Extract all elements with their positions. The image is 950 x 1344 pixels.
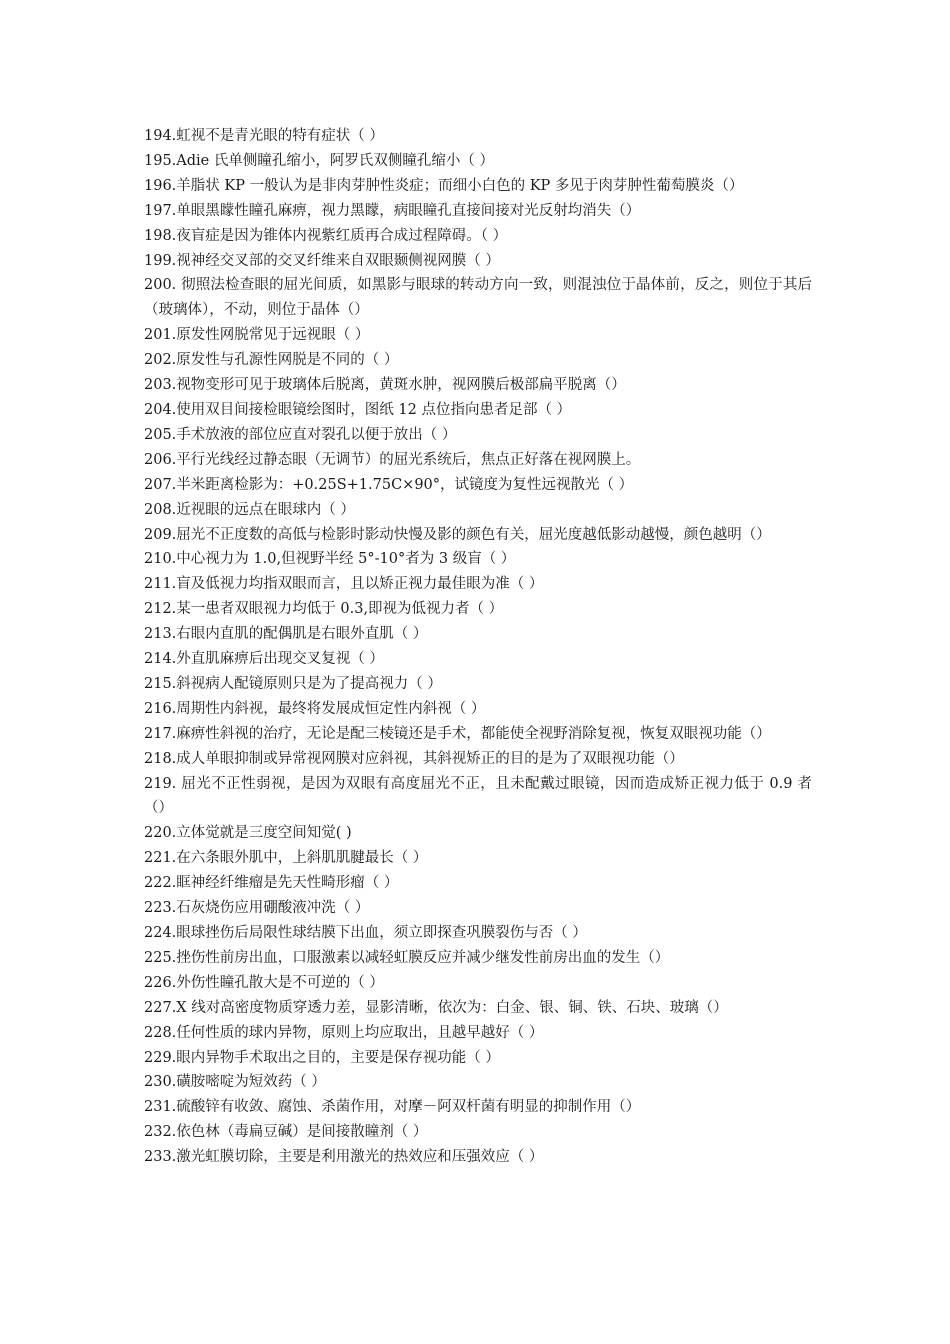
question-item: 228.任何性质的球内异物，原则上均应取出，且越早越好（ ） (144, 1024, 544, 1041)
question-item: 227.X 线对高密度物质穿透力差，显影清晰，依次为：白金、银、铜、铁、石块、玻璃（） (144, 999, 728, 1016)
question-item: 215.斜视病人配镜原则只是为了提高视力（ ） (144, 675, 442, 692)
question-item: 214.外直肌麻痹后出现交叉复视（ ） (144, 651, 384, 668)
question-item: 232.依色林（毒扁豆碱）是间接散瞳剂（ ） (144, 1124, 428, 1141)
question-item: 200. 彻照法检查眼的屈光间质，如黑影与眼球的转动方向一致，则混浊位于晶体前，反之，则位于其后（玻璃体），不动，则位于晶体（） (144, 277, 812, 319)
question-list (144, 124, 812, 1170)
question-item: 206.平行光线经过静态眼（无调节）的屈光系统后，焦点正好落在视网膜上。 (144, 451, 641, 468)
question-item: 201.原发性网脱常见于远视眼（ ） (144, 327, 370, 344)
question-item: 224.眼球挫伤后局限性球结膜下出血，须立即探查巩膜裂伤与否（ ） (144, 925, 587, 941)
question-item: 220.立体觉就是三度空间知觉( ) (144, 825, 352, 842)
question-item: 231.硫酸锌有收敛、腐蚀、杀菌作用，对摩－阿双杆菌有明显的抑制作用（） (144, 1099, 641, 1116)
question-item: 219. 屈光不正性弱视，是因为双眼有高度屈光不正，且未配戴过眼镜，因而造成矫正视力低于 0.9 者（） (144, 775, 812, 817)
question-item: 230.磺胺嘧啶为短效药（ ） (144, 1074, 326, 1091)
question-item: 199.视神经交叉部的交叉纤维来自双眼颞侧视网膜（ ） (144, 252, 500, 269)
question-item: 222.眶神经纤维瘤是先天性畸形瘤（ ） (144, 875, 399, 892)
question-item: 204.使用双目间接检眼镜绘图时，图纸 12 点位指向患者足部（ ） (144, 401, 572, 418)
question-item: 221.在六条眼外肌中，上斜肌肌腱最长（ ） (144, 850, 428, 867)
question-item: 212.某一患者双眼视力均低于 0.3,即视为低视力者（ ） (144, 601, 504, 618)
question-item: 197.单眼黑矇性瞳孔麻痹，视力黑矇，病眼瞳孔直接间接对光反射均消失（） (144, 202, 641, 219)
question-item: 195.Adie 氏单侧瞳孔缩小，阿罗氏双侧瞳孔缩小（ ） (144, 152, 494, 169)
question-item: 203.视物变形可见于玻璃体后脱离，黄斑水肿，视网膜后极部扁平脱离（） (144, 377, 626, 394)
question-item: 198.夜盲症是因为锥体内视紫红质再合成过程障碍。（ ） (144, 227, 508, 244)
question-item: 217.麻痹性斜视的治疗，无论是配三棱镜还是手术，都能使全视野消除复视，恢复双眼视功能（） (144, 725, 771, 742)
question-item: 205.手术放液的部位应直对裂孔以便于放出（ ） (144, 426, 457, 443)
question-item: 196.羊脂状 KP 一般认为是非肉芽肿性炎症；而细小白色的 KP 多见于肉芽肿性葡萄膜炎（） (144, 177, 744, 194)
question-item: 229.眼内异物手术取出之目的，主要是保存视功能（ ） (144, 1049, 500, 1066)
question-item: 210.中心视力为 1.0,但视野半经 5°-10°者为 3 级盲（ ） (144, 551, 516, 568)
question-item: 194.虹视不是青光眼的特有症状（ ） (144, 128, 384, 144)
question-item: 207.半米距离检影为：+0.25S+1.75C×90°，试镜度为复性远视散光（ ） (144, 476, 634, 493)
question-item: 218.成人单眼抑制或异常视网膜对应斜视，其斜视矫正的目的是为了双眼视功能（） (144, 750, 684, 767)
question-item: 226.外伤性瞳孔散大是不可逆的（ ） (144, 974, 384, 991)
question-item: 223.石灰烧伤应用硼酸液冲洗（ ） (144, 900, 370, 917)
question-item: 209.屈光不正度数的高低与检影时影动快慢及影的颜色有关，屈光度越低影动越慢，颜色越明（） (144, 526, 771, 543)
question-item: 233.激光虹膜切除，主要是利用激光的热效应和压强效应（ ） (144, 1149, 544, 1166)
question-item: 208.近视眼的远点在眼球内（ ） (144, 501, 355, 518)
question-item: 202.原发性与孔源性网脱是不同的（ ） (144, 352, 399, 369)
question-item: 225.挫伤性前房出血，口服激素以减轻虹膜反应并减少继发性前房出血的发生（） (144, 949, 670, 966)
question-item: 216.周期性内斜视，最终将发展成恒定性内斜视（ ） (144, 700, 486, 717)
question-item: 211.盲及低视力均指双眼而言，且以矫正视力最佳眼为准（ ） (144, 576, 544, 593)
question-item: 213.右眼内直肌的配偶肌是右眼外直肌（ ） (144, 626, 428, 643)
